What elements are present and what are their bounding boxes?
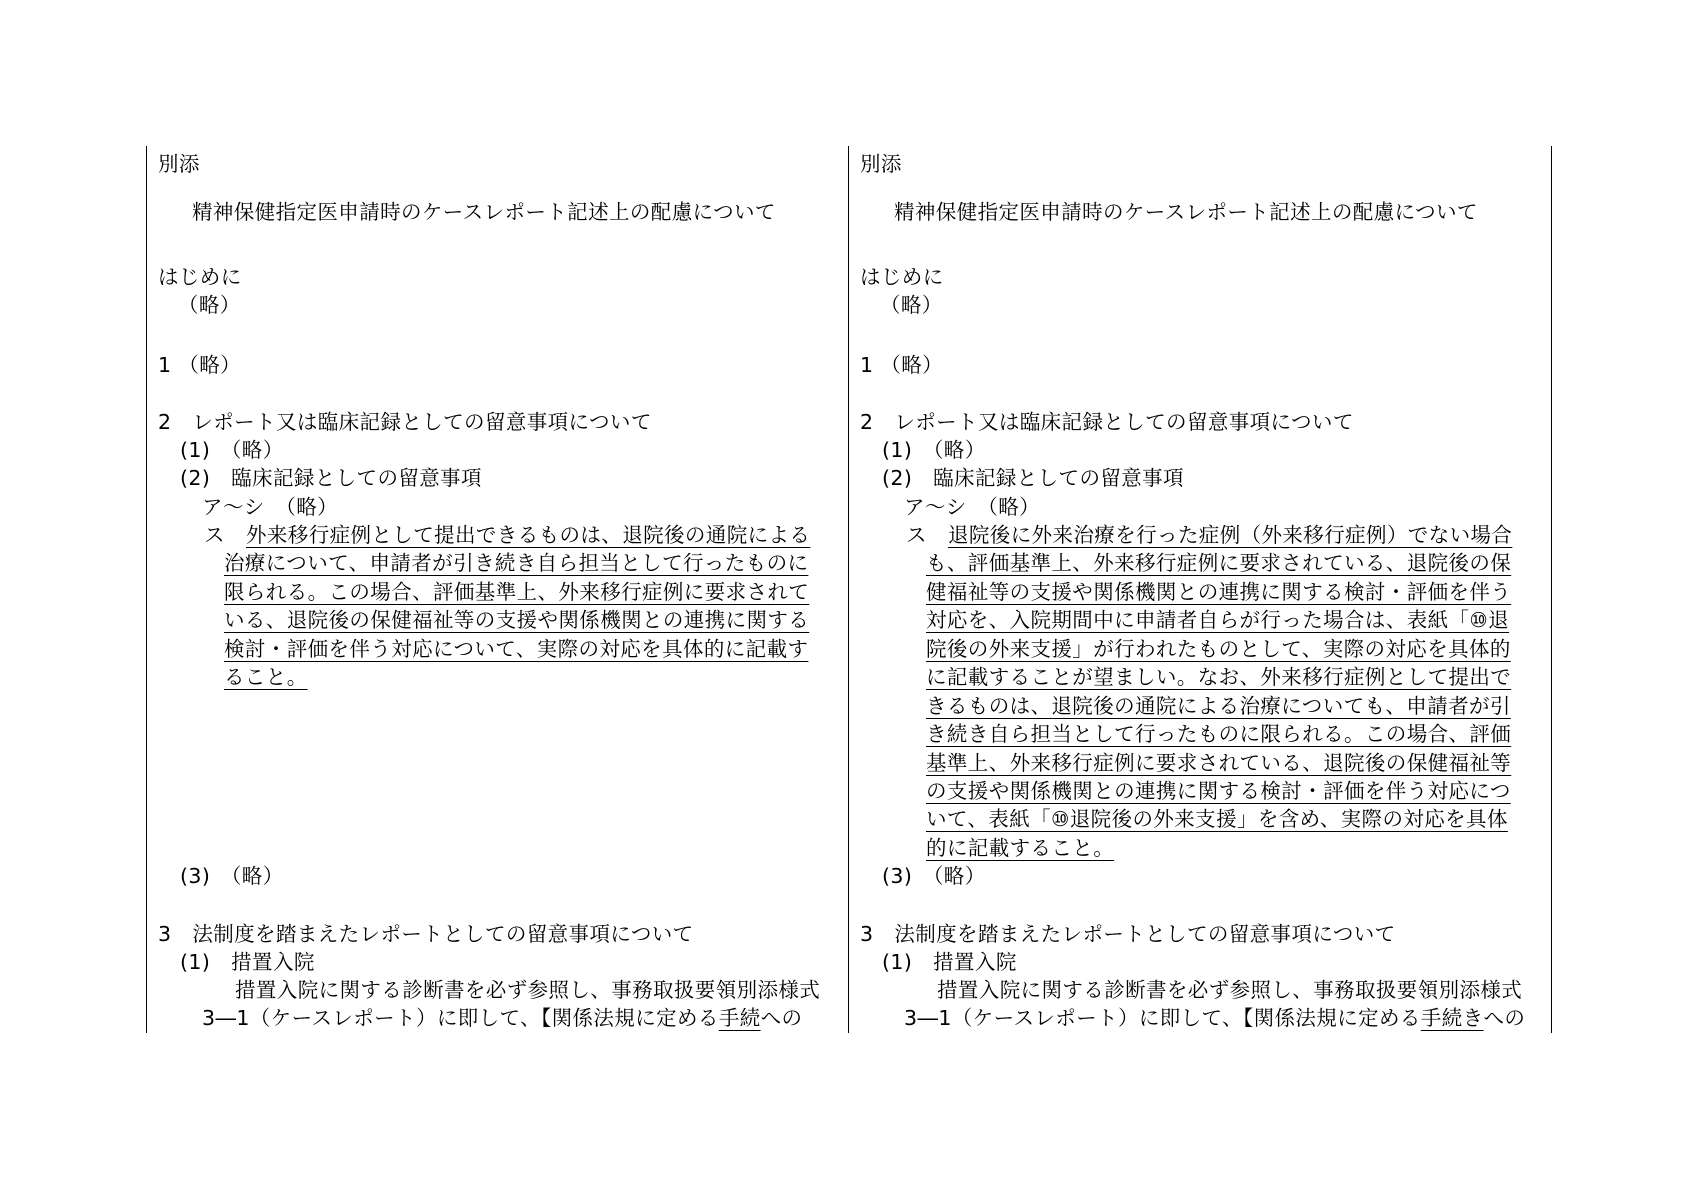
section-2-2-su-line: 治療について、申請者が引き続き自ら担当として行ったものに [224, 551, 809, 575]
section-3-1-line1: 措置入院に関する診断書を必ず参照し、事務取扱要領別添様式 [235, 978, 821, 1002]
section-2-3: (3) （略） [882, 864, 986, 888]
right-column [848, 146, 1538, 1033]
section-2-2-su-line: も、評価基準上、外来移行症例に要求されている、退院後の保 [926, 551, 1512, 575]
section-2-2-su-line: 退院後に外来治療を行った症例（外来移行症例）でない場合 [948, 523, 1513, 547]
section-2-2-su-line: 院後の外来支援」が行われたものとして、実際の対応を具体的 [926, 637, 1511, 661]
annex-heading: 別添 [860, 152, 902, 176]
section-2-2-su-line: いる、退院後の保健福祉等の支援や関係機関との連携に関する [224, 608, 810, 632]
section-2-2-su-line: の支援や関係機関との連携に関する検討・評価を伴う対応につ [926, 779, 1511, 803]
section-3-1-line2-tail: への [760, 1006, 803, 1030]
section-2-2-su-line: に記載することが望ましい。なお、外来移行症例として提出で [926, 665, 1512, 689]
section-2-2-su-line: 外来移行症例として提出できるものは、退院後の通院による [246, 523, 811, 547]
section-2-1: (1) （略） [882, 438, 986, 462]
section-2-2-su-marker: ス [906, 523, 927, 547]
section-2-2-su-line: 対応を、入院期間中に申請者自らが行った場合は、表紙「⑩退 [926, 608, 1510, 632]
section-2-2: (2) 臨床記録としての留意事項 [882, 466, 1184, 490]
section-2-heading: 2 レポート又は臨床記録としての留意事項について [158, 410, 652, 434]
section-3-1-line2 [904, 1004, 1525, 1033]
section-2-1: (1) （略） [180, 438, 284, 462]
intro-heading: はじめに [860, 265, 944, 289]
section-3-1-line2-text: 3―1（ケースレポート）に即して、【関係法規に定める [202, 1006, 719, 1030]
section-3-1: (1) 措置入院 [180, 950, 315, 974]
document-title: 精神保健指定医申請時のケースレポート記述上の配慮について [894, 200, 1478, 224]
annex-heading: 別添 [158, 152, 200, 176]
section-2-2-su-line: 的に記載すること。 [926, 836, 1115, 860]
left-column [146, 146, 836, 1033]
section-2-2-su-marker: ス [204, 523, 225, 547]
section-2-3: (3) （略） [180, 864, 284, 888]
document-title: 精神保健指定医申請時のケースレポート記述上の配慮について [192, 200, 776, 224]
section-2-2-su-line: 検討・評価を伴う対応について、実際の対応を具体的に記載す [224, 637, 809, 661]
section-3-1: (1) 措置入院 [882, 950, 1017, 974]
section-2-2-a: ア～シ （略） [202, 495, 339, 519]
section-2-2-su-line: いて、表紙「⑩退院後の外来支援」を含め、実際の対応を具体 [926, 807, 1508, 831]
section-3-1-line2-underlined: 手続き [1420, 1006, 1484, 1030]
section-2-2-su-line: 基準上、外来移行症例に要求されている、退院後の保健福祉等 [926, 751, 1512, 775]
intro-heading: はじめに [158, 265, 242, 289]
section-2-2-su-line: きるものは、退院後の通院による治療についても、申請者が引 [926, 694, 1511, 718]
column-divider-right [1551, 146, 1552, 1033]
section-2-2-su-line: 限られる。この場合、評価基準上、外来移行症例に要求されて [224, 580, 810, 604]
section-2-2-a: ア～シ （略） [904, 495, 1041, 519]
section-3-1-line2-tail: への [1483, 1006, 1526, 1030]
intro-body: （略） [880, 293, 943, 317]
section-3-1-line1: 措置入院に関する診断書を必ず参照し、事務取扱要領別添様式 [937, 978, 1523, 1002]
section-1: 1 （略） [860, 353, 944, 377]
section-3-heading: 3 法制度を踏まえたレポートとしての留意事項について [158, 922, 694, 946]
section-2-2-su-line: 健福祉等の支援や関係機関との連携に関する検討・評価を伴う [926, 580, 1512, 604]
section-3-1-line2-underlined: 手続 [718, 1006, 761, 1030]
intro-body: （略） [178, 293, 241, 317]
section-1: 1 （略） [158, 353, 242, 377]
section-3-1-line2 [202, 1004, 802, 1033]
section-2-2-su-line: き続き自ら担当として行ったものに限られる。この場合、評価 [926, 722, 1512, 746]
section-3-heading: 3 法制度を踏まえたレポートとしての留意事項について [860, 922, 1396, 946]
section-2-2-su-line: ること。 [224, 665, 308, 689]
section-2-heading: 2 レポート又は臨床記録としての留意事項について [860, 410, 1354, 434]
section-3-1-line2-text: 3―1（ケースレポート）に即して、【関係法規に定める [904, 1006, 1421, 1030]
section-2-2: (2) 臨床記録としての留意事項 [180, 466, 482, 490]
